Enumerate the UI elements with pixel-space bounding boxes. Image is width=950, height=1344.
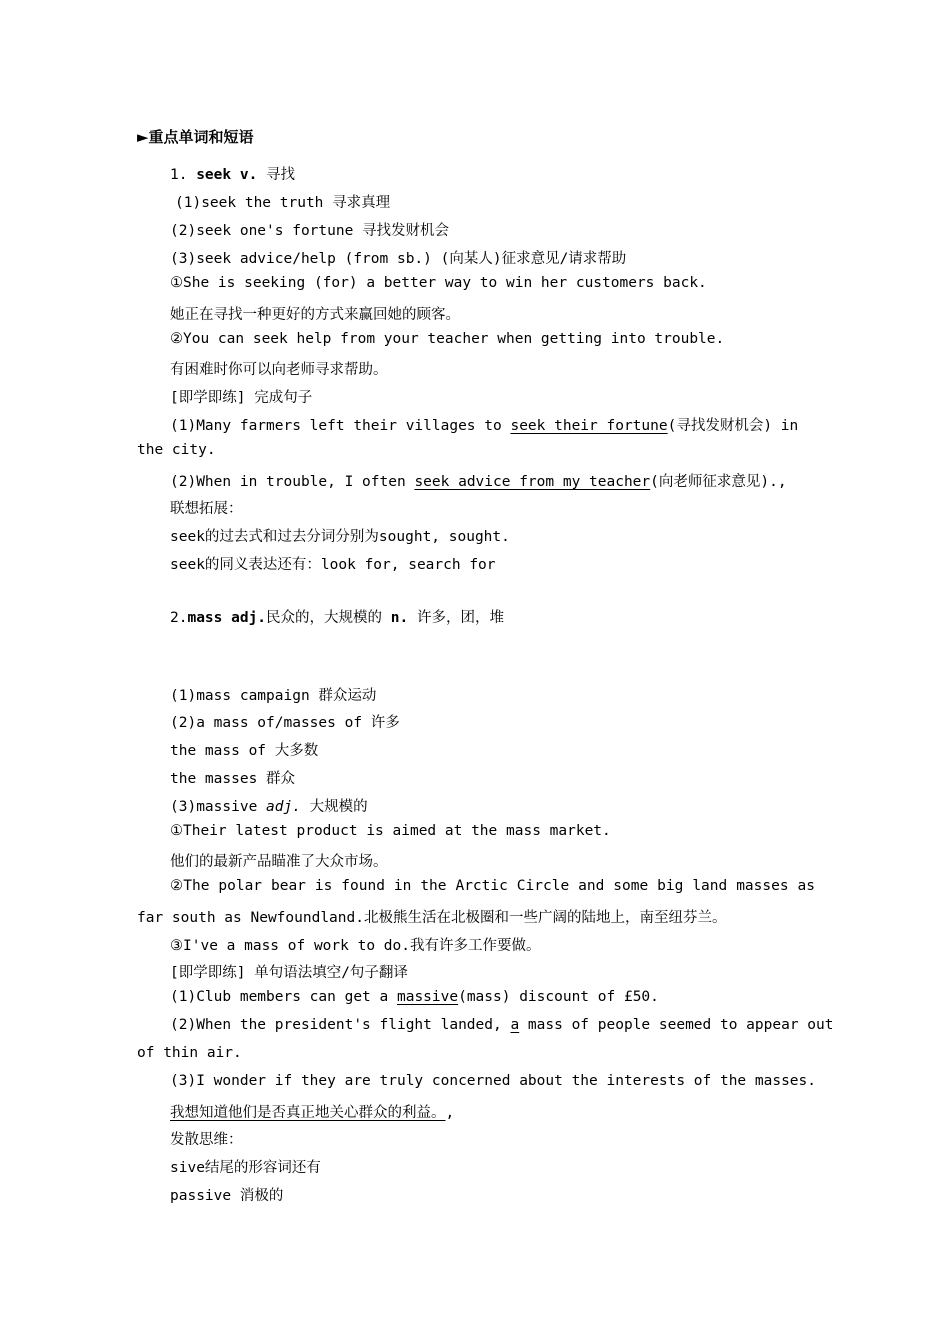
answer-blank: seek advice from my teacher (414, 474, 651, 490)
example-en: ②You can seek help from your teacher when getting into trouble. (170, 331, 725, 347)
drill-sentence-cont: of thin air. (137, 1045, 242, 1061)
phrase-line: (2)seek one's fortune 寻找发财机会 (170, 223, 450, 239)
drill-sentence: (3)I wonder if they are truly concerned about the interests of the masses. (170, 1073, 817, 1089)
phrase-line: (1)seek the truth 寻求真理 (175, 195, 391, 211)
divergent-line: sive结尾的形容词还有 (170, 1160, 321, 1176)
divergent-line: passive 消极的 (170, 1188, 284, 1204)
drill-sentence: (1)Many farmers left their villages to seek their fortune(寻找发财机会) in (170, 418, 799, 434)
example-zh: 他们的最新产品瞄准了大众市场。 (170, 854, 388, 870)
example-en: ③I've a mass of work to do.我有许多工作要做。 (170, 938, 541, 954)
drill-title: [即学即练] 完成句子 (170, 390, 313, 406)
answer-blank: massive (396, 989, 459, 1005)
answer-blank: a (510, 1017, 520, 1033)
answer-blank: seek their fortune (510, 418, 668, 434)
example-zh: 她正在寻找一种更好的方式来赢回她的顾客。 (170, 307, 460, 323)
example-en: ①Their latest product is aimed at the mass market. (170, 823, 611, 839)
phrase-line: (2)a mass of/masses of 许多 (170, 715, 400, 731)
drill-sentence-cont: the city. (137, 442, 216, 458)
phrase-line: (3)massive adj. 大规模的 (170, 799, 368, 815)
drill-sentence: (2)When in trouble, I often seek advice from my teacher(向老师征求意见)., (170, 474, 787, 490)
extension-line: seek的同义表达还有：look for, search for (170, 557, 496, 573)
divergent-title: 发散思维： (170, 1132, 243, 1148)
phrase-line: (1)mass campaign 群众运动 (170, 688, 377, 704)
section-heading: ►重点单词和短语 (137, 128, 254, 146)
drill-title: [即学即练] 单句语法填空/句子翻译 (170, 965, 408, 981)
example-en: ②The polar bear is found in the Arctic Circle and some big land masses as (170, 878, 815, 894)
entry-seek-title: 1. seek v. 寻找 (170, 167, 296, 183)
entry-mass-title: 2.mass adj.民众的，大规模的 n. 许多，团，堆 (170, 610, 504, 626)
extension-line: seek的过去式和过去分词分别为sought, sought. (170, 529, 510, 545)
drill-sentence: (1)Club members can get a massive(mass) discount of £50. (170, 989, 659, 1005)
translation-answer: 我想知道他们是否真正地关心群众的利益。, (170, 1105, 455, 1121)
extension-title: 联想拓展： (170, 501, 243, 517)
example-en-cont: far south as Newfoundland.北极熊生活在北极圈和一些广阔的陆地上，南至纽芬兰。 (137, 910, 727, 926)
example-en: ①She is seeking (for) a better way to win her customers back. (170, 275, 707, 291)
phrase-line: the mass of 大多数 (170, 743, 319, 759)
drill-sentence: (2)When the president's flight landed, a mass of people seemed to appear out (170, 1017, 834, 1033)
answer-blank: 我想知道他们是否真正地关心群众的利益。 (170, 1105, 446, 1121)
phrase-line: (3)seek advice/help (from sb.) (向某人)征求意见/请求帮助 (170, 251, 627, 267)
example-zh: 有困难时你可以向老师寻求帮助。 (170, 362, 388, 378)
phrase-line: the masses 群众 (170, 771, 296, 787)
